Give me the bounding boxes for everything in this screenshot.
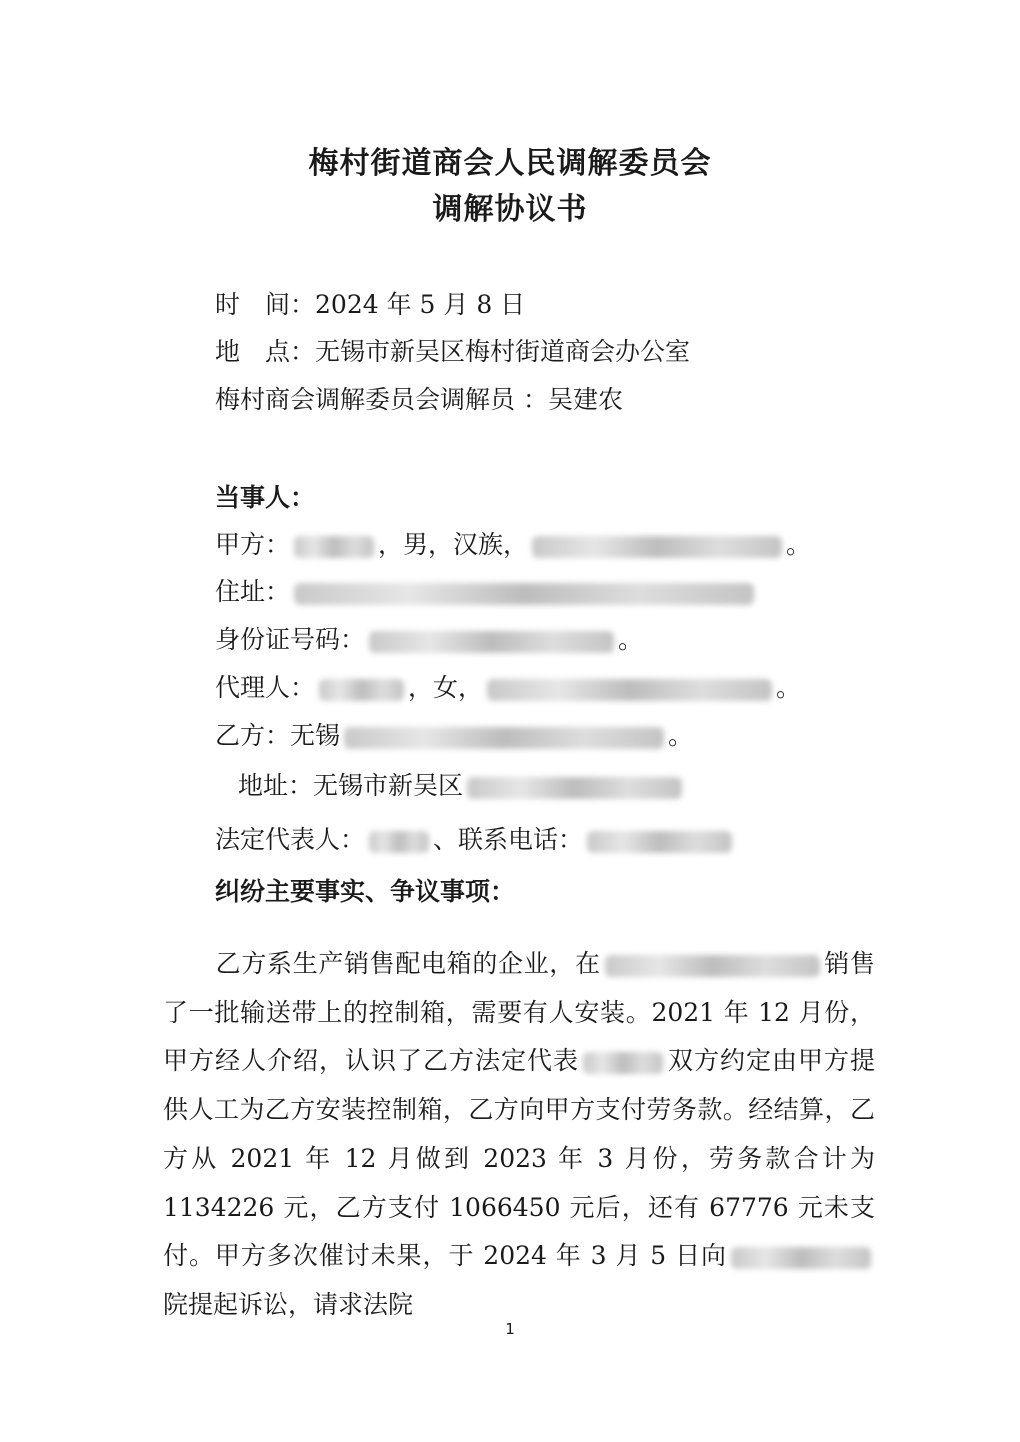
redacted-agent-info: [487, 679, 772, 701]
party-b-end: 。: [668, 721, 694, 750]
doc-title: 调解协议书: [432, 192, 588, 227]
legal-rep-phone-label: 、联系电话：: [433, 825, 584, 854]
time-line: [215, 285, 525, 321]
party-a-label: 甲方：: [215, 530, 291, 559]
redacted-phone: [587, 831, 732, 853]
mediator-line: [215, 380, 623, 416]
mediator-label: 梅村商会调解委员会调解员 ：: [215, 385, 548, 414]
id-label: 身份证号码：: [215, 625, 366, 654]
agent-gender: ，女，: [408, 673, 484, 702]
time-label: 时 间：: [215, 290, 316, 319]
place-line: [215, 332, 690, 368]
page-number: 1: [505, 1320, 515, 1338]
party-a-gender: ，男，汉族，: [378, 530, 529, 559]
party-b-address-line: [238, 766, 686, 802]
place-value: 无锡市新吴区梅村街道商会办公室: [315, 337, 691, 366]
redacted-id: [369, 631, 614, 653]
redacted-company: [344, 727, 664, 749]
party-b-label: 乙方：无锡: [215, 721, 341, 750]
paragraph-part-2: 销售了一批输送带上的控制箱，需要有人安装。2021 年 12 月份，甲方经人介绍，认识了乙方法定代表: [163, 949, 875, 1076]
agent-end: 。: [776, 673, 802, 702]
legal-rep-label: 法定代表人：: [215, 825, 366, 854]
id-line: [215, 620, 643, 656]
redacted-info: [532, 536, 782, 558]
party-b-line: [215, 716, 693, 752]
paragraph-part-3: 双方约定由甲方提供人工为乙方安装控制箱，乙方向甲方支付劳务款。经结算，乙方从 2021 年 12 月做到 2023 年 3 月份，劳务款合计为 1134226 元，乙方支付 1066450 元后，还有 67776 元未支付。甲方多次催讨未果，于 2024 年 3 月 5 日向: [163, 1046, 875, 1271]
redacted-agent-name: [319, 679, 404, 701]
time-value: 2024 年 5 月 8 日: [315, 290, 526, 319]
party-a-line: [215, 525, 811, 561]
dispute-heading: 纠纷主要事实、争议事项：: [215, 877, 516, 906]
mediator-value: 吴建农: [547, 385, 623, 414]
agent-label: 代理人：: [215, 673, 316, 702]
redacted-location: [605, 955, 820, 977]
dispute-paragraph: [163, 940, 875, 1330]
redacted-address: [294, 583, 754, 605]
address-label: 住址：: [215, 577, 291, 606]
redacted-rep-name: [369, 831, 429, 853]
id-end: 。: [618, 625, 644, 654]
paragraph-part-4: 院提起诉讼，请求法院: [163, 1289, 414, 1319]
redacted-company-address: [467, 777, 682, 799]
redacted-name: [294, 536, 374, 558]
redacted-representative: [583, 1052, 663, 1074]
redacted-court: [731, 1247, 871, 1269]
party-b-address-label: 地址：无锡市新吴区: [238, 771, 464, 800]
address-line: [215, 572, 758, 608]
agent-line: [215, 668, 801, 704]
parties-heading: 当事人：: [215, 483, 316, 512]
legal-rep-line: [215, 820, 736, 856]
org-title: 梅村街道商会人民调解委员会: [308, 146, 712, 181]
place-label: 地 点：: [215, 337, 316, 366]
paragraph-part-1: 乙方系生产销售配电箱的企业，在: [215, 949, 601, 978]
party-a-end: 。: [786, 530, 812, 559]
